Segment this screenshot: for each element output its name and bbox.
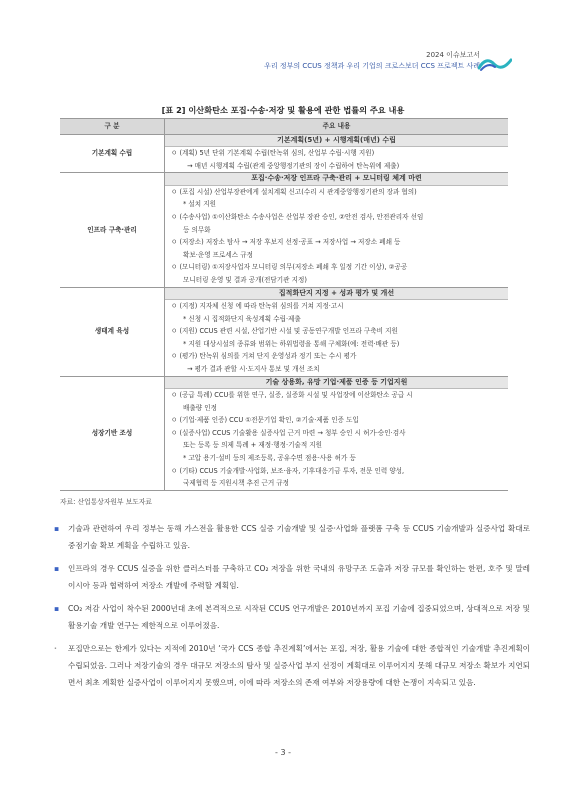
law-summary-table [60,118,508,491]
content-line: * 신청 시 집적화단지 육성계획 수립·제출 [183,314,301,323]
paragraph-text: CO₂ 저감 사업이 착수된 2000년대 초에 본격적으로 시작된 CCUS 연구개발은 2010년까지 포집 기술에 집중되었으며, 상대적으로 저장 및 활용기술 개발 연구는 제한적으로 이루어졌음. [68,604,530,630]
content-line: ㅇ (평가) 탄녹위 심의를 거쳐 단지 운영성과 정기 또는 수시 평가 [171,352,357,361]
content-line: ㅇ (모니터링) ①저장사업자 모니터링 의무(저장소 폐쇄 후 일정 기간 이상), ②공공 [171,263,408,272]
page-number: - 3 - [275,748,291,757]
report-subtitle: 우리 정부의 CCUS 정책과 우리 기업의 크로스보더 CCS 프로젝트 사례 [264,62,480,70]
body-paragraphs [54,520,530,697]
content-line: ㅇ (기타) CCUS 기술개발·사업화, 보조·융자, 기후대응기금 투자, 전문 인력 양성, [171,466,405,475]
paragraph-text: 기술과 관련하여 우리 정부는 동해 가스전을 활용한 CCS 실증 기술개발 및 실증·사업화 플랫폼 구축 등 CCUS 기술개발과 실증사업 확대로 중점기술 확보 계획을 수립하고 있음. [68,524,530,550]
section-heading: 집적화단지 지정 + 성과 평가 및 개선 [165,288,508,301]
paragraph-text: 포집만으로는 한계가 있다는 지적에 2010년 ‘국가 CCS 종합 추진계획’에서는 포집, 저장, 활용 기술에 대한 종합적인 기술개발 추진계획이 수립되었음. 그러나 저장기술의 경우 대규모 저장소의 탐사 및 실증사업 부지 선정이 계획대로 이루어지지 못해 대규모 저장소 확보가 지연되면서 최초 계획한 실증사업이 이루어지지 못했으며, 이에 따라 저장소의 존재 여부와 저장용량에 대한 논쟁이 지속되고 있음. [68,644,530,687]
content-line: → 평가 결과 관할 시·도지사 통보 및 개선 조치 [187,365,320,373]
table-row [60,134,508,173]
content-line: ㅇ (수송사업) ①이산화탄소 수송사업은 산업부 장관 승인, ②안전 검사, 안전관리자 선임 [171,212,424,221]
table-row [60,376,508,490]
section-heading: 기술 상용화, 유망 기업·제품 인증 등 기업지원 [165,377,508,390]
content-line: 확보·운영 프로세스 규정 [183,250,253,259]
dash-icon: · [54,644,57,653]
content-line: ㅇ (기업·제품 인증) CCU ①전문기업 확인, ②기술·제품 인증 도입 [171,416,359,425]
report-title: 2024 이슈보고서 [426,51,480,59]
content-line: * 설치 지원 [183,200,216,209]
row-content [165,173,509,287]
bullet-paragraph [54,560,530,594]
content-line: 또는 등록 등 의제 특례 + 재정·행정·기술적 지원 [183,441,323,450]
content-line: ㅇ (지원) CCUS 관련 시설, 산업기반 시설 및 공동연구개발 인프라 구축비 지원 [171,327,398,336]
content-line: ㅇ (공급 특례) CCU를 위한 연구, 실증, 실증화 시설 및 사업장에 이산화탄소 공급 시 [171,391,413,400]
table-header-row [60,119,508,135]
table-source: 자료: 산업통상자원부 보도자료 [60,498,152,506]
row-category: 생태계 육성 [60,287,165,376]
content-line: 국제협력 등 지원시책 추진 근거 규정 [183,479,290,488]
bullet-paragraph [54,640,530,691]
bullet-paragraph [54,600,530,634]
content-line: 배출량 인정 [183,403,217,412]
row-content [165,134,509,173]
table-row [60,173,508,287]
content-line: * 고압 용기·설비 등의 제조등록, 공유수면 점용·사용 허가 등 [183,454,356,463]
content-line: 등 의무화 [183,225,211,234]
wave-logo-icon [478,54,512,72]
paragraph-text: 인프라의 경우 CCUS 실증을 위한 클러스터를 구축하고 CO₂ 저장을 위한 국내의 유망구조 도출과 저장 규모를 확인하는 한편, 호주 및 말레이시아 등과 협력하여 저장소 개발에 주력할 계획임. [68,564,530,590]
header-content: 주요 내용 [165,119,509,135]
header-category: 구 분 [60,119,165,135]
content-line: ㅇ (포집 시설) 산업부장관에게 설치계획 신고(수리 시 관계중앙행정기관의 장과 협의) [171,187,417,196]
content-line: ㅇ (계획) 5년 단위 기본계획 수립(탄녹위 심의, 산업부 수립·시행 지원) [171,149,375,158]
row-category: 인프라 구축·관리 [60,173,165,287]
content-line: → 매년 시행계획 수립(관계 중앙행정기관의 장이 수립하여 탄녹위에 제출) [187,161,400,170]
section-heading: 기본계획(5년) + 시행계획(매년) 수립 [165,135,508,148]
row-content [165,287,509,376]
bullet-paragraph [54,520,530,554]
content-line: ㅇ (저장소) 저장소 탐사 → 저장 후보지 선정·공표 → 저장사업 → 저장소 폐쇄 등 [171,238,401,247]
content-line: ㅇ (실증사업) CCUS 기술활용 실증사업 근거 마련 → 청부 승인 시 허가·승인·검사 [171,428,406,437]
content-line: 모니터링 운영 및 결과 공개(전담기관 지정) [183,275,307,284]
table-row [60,287,508,376]
row-content [165,376,509,490]
section-heading: 포집·수송·저장 인프라 구축·관리 + 모니터링 체계 마련 [165,173,508,186]
table-caption: [표 2] 이산화탄소 포집·수송·저장 및 활용에 관한 법률의 주요 내용 [161,105,405,115]
bullet-icon: ▪ [54,604,60,613]
row-category: 기본계획 수립 [60,134,165,173]
row-category: 성장기반 조성 [60,376,165,490]
bullet-icon: ▪ [54,564,60,573]
content-line: ㅇ (지정) 지자체 신청 에 따라 탄녹위 심의를 거쳐 지정·고시 [171,302,344,311]
content-line: * 지원 대상시설의 종류와 범위는 하위법령을 통해 구체화(예: 전력·배관 등) [183,339,400,348]
bullet-icon: ▪ [54,524,60,533]
